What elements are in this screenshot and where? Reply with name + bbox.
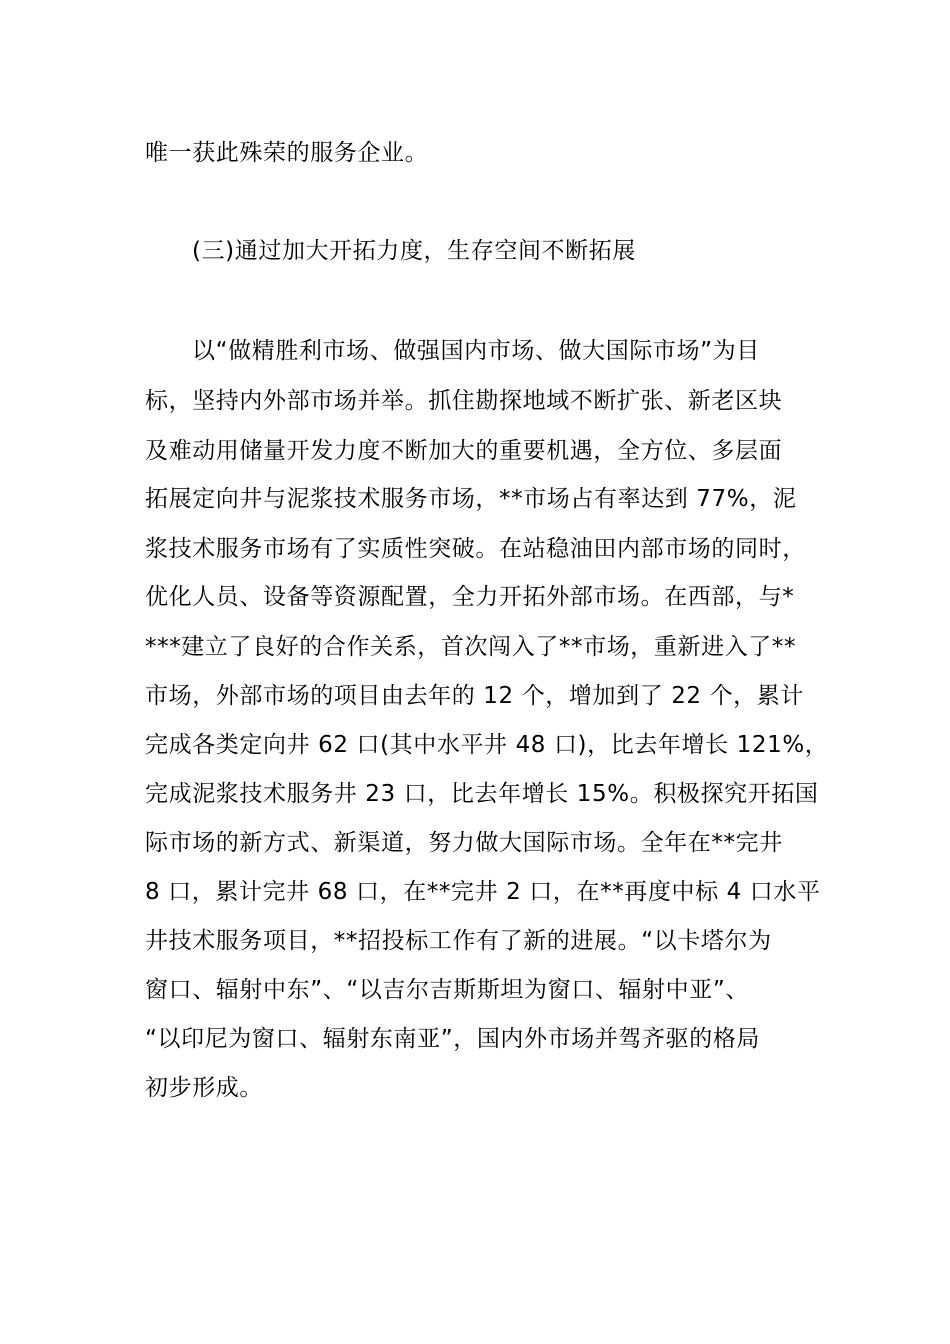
paragraph-line: 浆技术服务市场有了实质性突破。在站稳油田内部市场的同时，	[145, 536, 806, 562]
paragraph-line: 8 口，累计完井 68 口，在**完井 2 口，在**再度中标 4 口水平	[145, 879, 821, 905]
paragraph-line: 井技术服务项目，**招投标工作有了新的进展。“以卡塔尔为	[145, 928, 772, 954]
paragraph-line: ***建立了良好的合作关系，首次闯入了**市场，重新进入了**	[145, 634, 797, 660]
paragraph-line: 唯一获此殊荣的服务企业。	[145, 140, 429, 166]
paragraph-line: 及难动用储量开发力度不断加大的重要机遇，全方位、多层面	[145, 438, 783, 464]
section-heading: (三)通过加大开拓力度，生存空间不断拓展	[192, 238, 636, 264]
paragraph-line: 以“做精胜利市场、做强国内市场、做大国际市场”为目	[192, 338, 760, 364]
paragraph-line: 市场，外部市场的项目由去年的 12 个，增加到了 22 个，累计	[145, 683, 804, 709]
paragraph-line: “以印尼为窗口、辐射东南亚”，国内外市场并驾齐驱的格局	[145, 1026, 761, 1052]
paragraph-line: 标，坚持内外部市场并举。抓住勘探地域不断扩张、新老区块	[145, 388, 783, 414]
paragraph-line: 窗口、辐射中东”、“以吉尔吉斯斯坦为窗口、辐射中亚”、	[145, 977, 749, 1003]
paragraph-line: 完成泥浆技术服务井 23 口，比去年增长 15%。积极探究开拓国	[145, 781, 819, 807]
paragraph-line: 完成各类定向井 62 口(其中水平井 48 口)，比去年增长 121%，	[145, 732, 829, 758]
paragraph-line: 优化人员、设备等资源配置，全力开拓外部市场。在西部，与*	[145, 584, 795, 610]
paragraph-line: 拓展定向井与泥浆技术服务市场，**市场占有率达到 77%，泥	[145, 486, 797, 512]
paragraph-line: 际市场的新方式、新渠道，努力做大国际市场。全年在**完井	[145, 830, 783, 856]
paragraph-line: 初步形成。	[145, 1075, 263, 1101]
